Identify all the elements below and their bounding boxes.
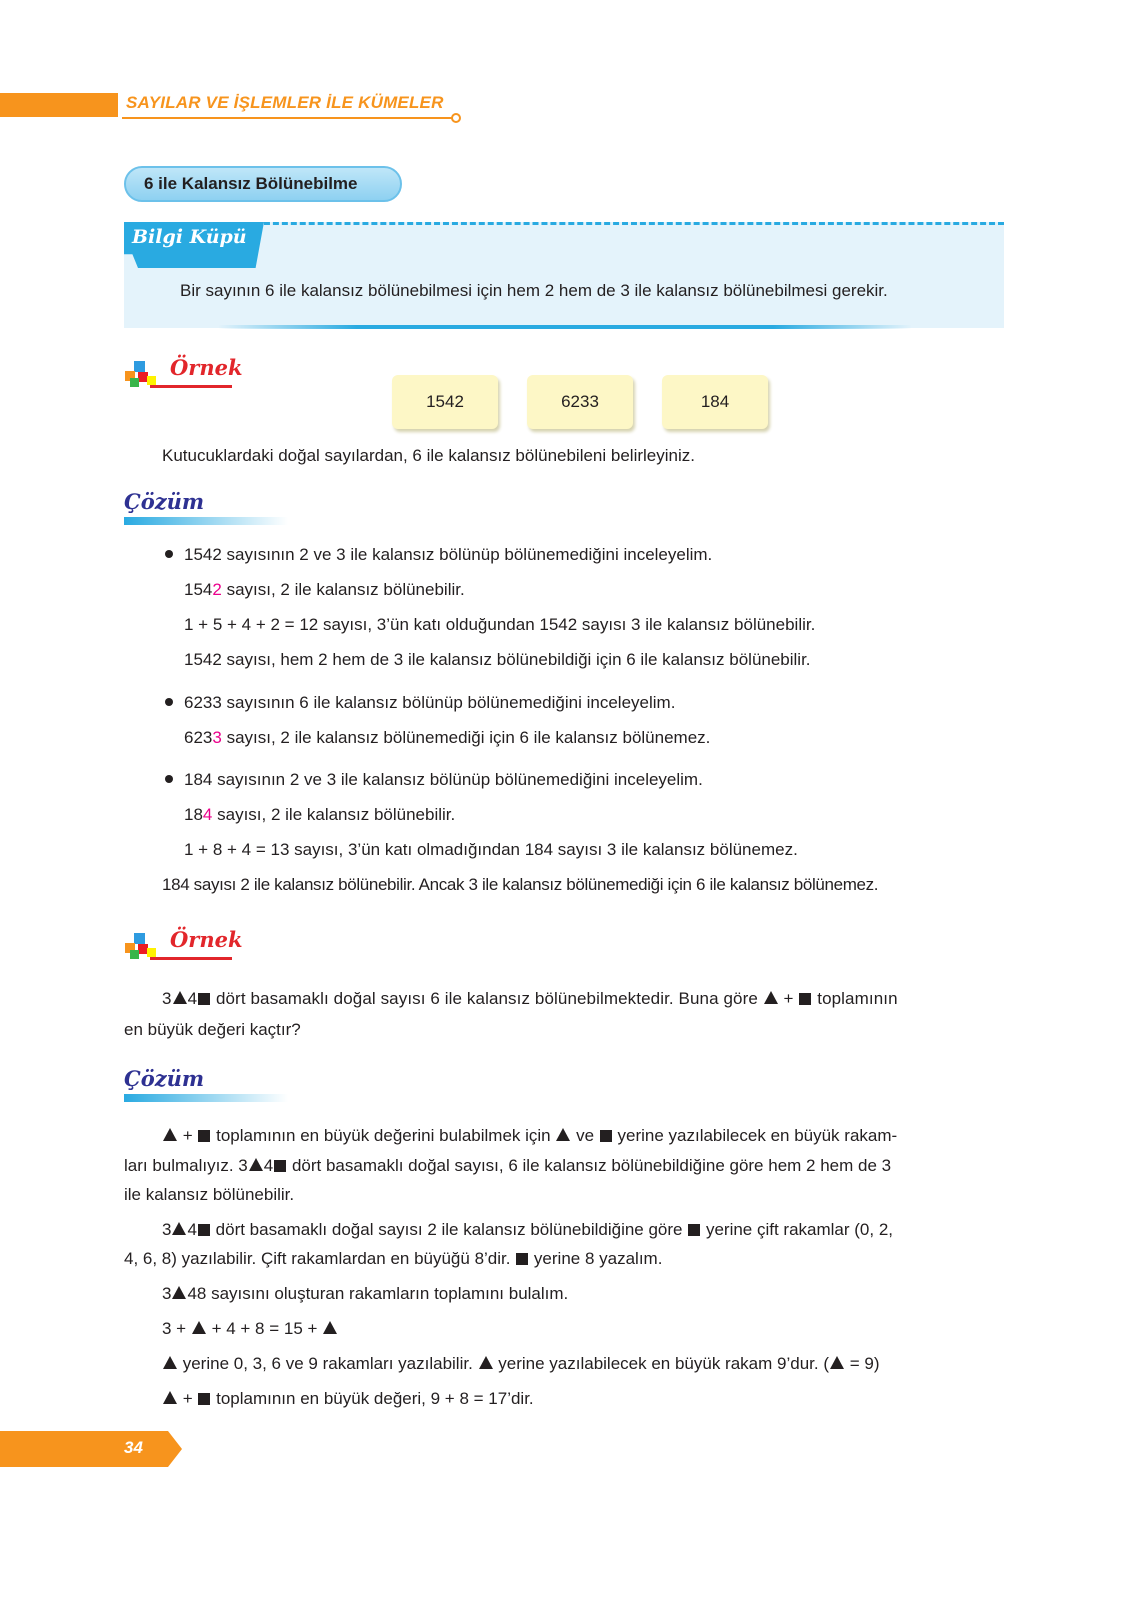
number-box: 1542 bbox=[392, 375, 498, 429]
square-icon bbox=[516, 1253, 528, 1265]
square-icon bbox=[198, 993, 210, 1005]
example-label: Örnek bbox=[170, 927, 243, 952]
solution-line: 1 + 5 + 4 + 2 = 12 sayısı, 3’ün katı olduğundan 1542 sayısı 3 ile kalansız bölünebilir. bbox=[184, 615, 816, 634]
header-dot bbox=[451, 113, 461, 123]
bullet-icon bbox=[165, 698, 173, 706]
triangle-icon bbox=[192, 1321, 206, 1334]
solution-line: ile kalansız bölünebilir. bbox=[124, 1185, 295, 1204]
bullet-icon bbox=[165, 775, 173, 783]
solution-line: 3 48 sayısını oluşturan rakamların toplamını bulalım. bbox=[162, 1284, 569, 1303]
cubes-icon bbox=[124, 360, 158, 388]
triangle-icon bbox=[163, 1128, 177, 1141]
example-question: Kutucuklardaki doğal sayılardan, 6 ile kalansız bölünebileni belirleyiniz. bbox=[162, 446, 695, 465]
solution-line: ları bulmalıyız. 3 4 dört basamaklı doğal sayısı, 6 ile kalansız bölünebildiğine göre hem 2 hem de 3 bbox=[124, 1156, 892, 1175]
triangle-icon bbox=[173, 991, 187, 1004]
triangle-icon bbox=[163, 1391, 177, 1404]
triangle-icon bbox=[172, 1286, 186, 1299]
header-accent-bar bbox=[0, 93, 118, 117]
solution-conclusion: 184 sayısı 2 ile kalansız bölünebilir. Ancak 3 ile kalansız bölünemediği için 6 ile kalansız bölünemez. bbox=[162, 875, 879, 894]
square-icon bbox=[198, 1130, 210, 1142]
example-underline bbox=[150, 957, 232, 960]
solution-underline bbox=[124, 517, 288, 525]
triangle-icon bbox=[172, 1222, 186, 1235]
solution-line: 4, 6, 8) yazılabilir. Çift rakamlardan en büyüğü 8’dir. yerine 8 yazalım. bbox=[124, 1249, 663, 1268]
solution-line: yerine 0, 3, 6 ve 9 rakamları yazılabilir. yerine yazılabilecek en büyük rakam 9’dur. ( = 9) bbox=[162, 1353, 879, 1375]
solution-line: 3 + + 4 + 8 = 15 + bbox=[162, 1318, 338, 1340]
section-title: 6 ile Kalansız Bölünebilme bbox=[124, 166, 402, 202]
header-underline bbox=[122, 117, 452, 119]
square-icon bbox=[198, 1393, 210, 1405]
solution-line: 1542 sayısı, 2 ile kalansız bölünebilir. bbox=[184, 580, 465, 599]
triangle-icon bbox=[323, 1321, 337, 1334]
solution-line: 6233 sayısının 6 ile kalansız bölünüp bölünemediğini inceleyelim. bbox=[184, 693, 676, 712]
solution-line: 1542 sayısının 2 ve 3 ile kalansız bölünüp bölünemediğini inceleyelim. bbox=[184, 545, 713, 564]
bullet-icon bbox=[165, 550, 173, 558]
solution-line: + toplamının en büyük değerini bulabilmek için ve yerine yazılabilecek en büyük rakam- bbox=[162, 1125, 897, 1147]
solution-line: 3 4 dört basamaklı doğal sayısı 2 ile kalansız bölünebildiğine göre yerine çift rakamlar (0, 2, bbox=[162, 1220, 894, 1239]
example-question: en büyük değeri kaçtır? bbox=[124, 1020, 301, 1039]
info-box-underline bbox=[218, 325, 912, 329]
page-number: 34 bbox=[124, 1438, 143, 1457]
solution-label: Çözüm bbox=[124, 489, 205, 514]
example-label: Örnek bbox=[170, 355, 243, 380]
square-icon bbox=[274, 1160, 286, 1172]
solution-line: 184 sayısı, 2 ile kalansız bölünebilir. bbox=[184, 805, 456, 824]
triangle-icon bbox=[163, 1356, 177, 1369]
triangle-icon bbox=[249, 1158, 263, 1171]
number-box: 184 bbox=[662, 375, 768, 429]
solution-line: 184 sayısının 2 ve 3 ile kalansız bölünüp bölünemediğini inceleyelim. bbox=[184, 770, 703, 789]
info-box-dashed-border bbox=[255, 222, 1004, 225]
triangle-icon bbox=[556, 1128, 570, 1141]
solution-line: + toplamının en büyük değeri, 9 + 8 = 17’dir. bbox=[162, 1388, 534, 1410]
info-box-label: Bilgi Küpü bbox=[132, 226, 247, 248]
cubes-icon bbox=[124, 932, 158, 960]
solution-line: 6233 sayısı, 2 ile kalansız bölünemediği için 6 ile kalansız bölünemez. bbox=[184, 728, 711, 747]
example-underline bbox=[150, 385, 232, 388]
chapter-title: SAYILAR VE İŞLEMLER İLE KÜMELER bbox=[126, 93, 444, 112]
triangle-icon bbox=[764, 991, 778, 1004]
example-question: 3 4 dört basamaklı doğal sayısı 6 ile kalansız bölünebilmektedir. Buna göre + toplamının bbox=[162, 989, 898, 1008]
square-icon bbox=[688, 1224, 700, 1236]
solution-label: Çözüm bbox=[124, 1066, 205, 1091]
number-box: 6233 bbox=[527, 375, 633, 429]
solution-line: 1 + 8 + 4 = 13 sayısı, 3’ün katı olmadığından 184 sayısı 3 ile kalansız bölünemez. bbox=[184, 840, 798, 859]
square-icon bbox=[799, 993, 811, 1005]
info-box-text: Bir sayının 6 ile kalansız bölünebilmesi için hem 2 hem de 3 ile kalansız bölünebilmesi gerekir. bbox=[180, 281, 888, 300]
triangle-icon bbox=[479, 1356, 493, 1369]
solution-underline bbox=[124, 1094, 288, 1102]
solution-line: 1542 sayısı, hem 2 hem de 3 ile kalansız bölünebildiği için 6 ile kalansız bölünebilir. bbox=[184, 650, 811, 669]
triangle-icon bbox=[830, 1356, 844, 1369]
square-icon bbox=[600, 1130, 612, 1142]
square-icon bbox=[198, 1224, 210, 1236]
